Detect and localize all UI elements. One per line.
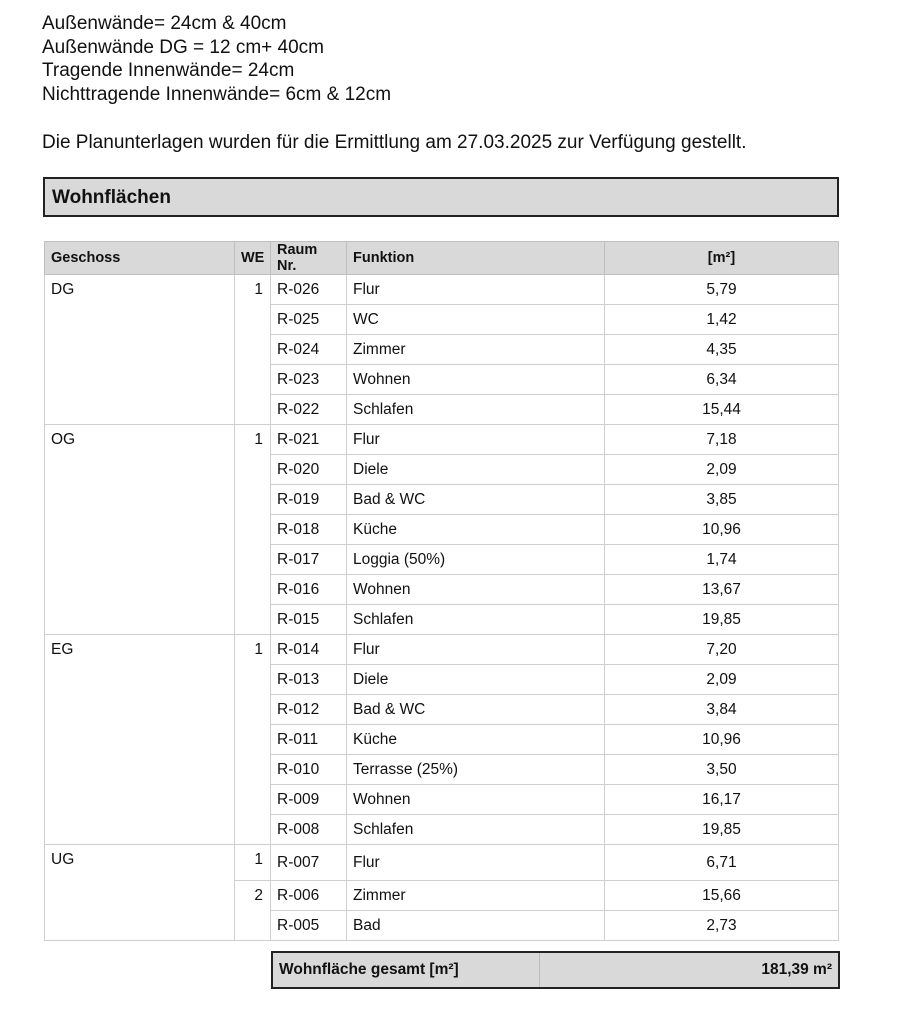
area-cell: 6,34 bbox=[605, 365, 839, 395]
area-cell: 4,35 bbox=[605, 335, 839, 365]
plan-note: Die Planunterlagen wurden für die Ermittlung am 27.03.2025 zur Verfügung gestellt. bbox=[42, 132, 747, 153]
we-cell: 1 bbox=[235, 425, 271, 635]
room-cell: R-019 bbox=[271, 485, 347, 515]
area-cell: 1,42 bbox=[605, 305, 839, 335]
room-cell: R-016 bbox=[271, 575, 347, 605]
function-cell: Diele bbox=[347, 455, 605, 485]
area-cell: 15,44 bbox=[605, 395, 839, 425]
function-cell: Schlafen bbox=[347, 395, 605, 425]
floor-cell: EG bbox=[45, 635, 235, 845]
function-cell: Flur bbox=[347, 635, 605, 665]
function-cell: Schlafen bbox=[347, 605, 605, 635]
header-area: [m²] bbox=[605, 242, 839, 275]
function-cell: Küche bbox=[347, 725, 605, 755]
room-cell: R-023 bbox=[271, 365, 347, 395]
total-value: 181,39 m² bbox=[761, 961, 832, 978]
function-cell: Zimmer bbox=[347, 335, 605, 365]
table-row bbox=[45, 275, 839, 305]
area-cell: 7,20 bbox=[605, 635, 839, 665]
room-cell: R-025 bbox=[271, 305, 347, 335]
floor-cell: DG bbox=[45, 275, 235, 425]
function-cell: WC bbox=[347, 305, 605, 335]
room-cell: R-006 bbox=[271, 881, 347, 911]
room-cell: R-015 bbox=[271, 605, 347, 635]
room-cell: R-012 bbox=[271, 695, 347, 725]
function-cell: Flur bbox=[347, 275, 605, 305]
area-cell: 2,73 bbox=[605, 911, 839, 941]
room-cell: R-018 bbox=[271, 515, 347, 545]
wall-spec-line: Außenwände= 24cm & 40cm bbox=[42, 13, 287, 34]
function-cell: Küche bbox=[347, 515, 605, 545]
room-cell: R-013 bbox=[271, 665, 347, 695]
function-cell: Flur bbox=[347, 425, 605, 455]
section-header bbox=[43, 177, 839, 217]
we-cell: 1 bbox=[235, 275, 271, 425]
function-cell: Schlafen bbox=[347, 815, 605, 845]
room-cell: R-008 bbox=[271, 815, 347, 845]
area-cell: 1,74 bbox=[605, 545, 839, 575]
room-cell: R-009 bbox=[271, 785, 347, 815]
area-cell: 15,66 bbox=[605, 881, 839, 911]
wall-spec-line: Außenwände DG = 12 cm+ 40cm bbox=[42, 36, 324, 58]
function-cell: Bad bbox=[347, 911, 605, 941]
area-cell: 6,71 bbox=[605, 845, 839, 881]
area-cell: 19,85 bbox=[605, 605, 839, 635]
room-cell: R-010 bbox=[271, 755, 347, 785]
area-cell: 2,09 bbox=[605, 665, 839, 695]
function-cell: Bad & WC bbox=[347, 485, 605, 515]
wall-spec-line: Tragende Innenwände= 24cm bbox=[42, 60, 295, 81]
total-label: Wohnfläche gesamt [m²] bbox=[273, 953, 540, 987]
living-area-table bbox=[44, 241, 839, 941]
floor-cell: OG bbox=[45, 425, 235, 635]
wall-specs bbox=[42, 12, 391, 106]
area-cell: 3,50 bbox=[605, 755, 839, 785]
header-floor: Geschoss bbox=[45, 242, 235, 275]
room-cell: R-007 bbox=[271, 845, 347, 881]
header-we: WE bbox=[235, 242, 271, 275]
area-cell: 3,85 bbox=[605, 485, 839, 515]
table-header-row bbox=[45, 242, 839, 275]
table-row bbox=[45, 635, 839, 665]
function-cell: Zimmer bbox=[347, 881, 605, 911]
function-cell: Flur bbox=[347, 845, 605, 881]
wall-spec-line: Nichttragende Innenwände= 6cm & 12cm bbox=[42, 83, 392, 105]
table-row bbox=[45, 425, 839, 455]
function-cell: Wohnen bbox=[347, 365, 605, 395]
area-cell: 16,17 bbox=[605, 785, 839, 815]
area-cell: 10,96 bbox=[605, 515, 839, 545]
header-function: Funktion bbox=[347, 242, 605, 275]
area-cell: 5,79 bbox=[605, 275, 839, 305]
area-cell: 3,84 bbox=[605, 695, 839, 725]
room-cell: R-026 bbox=[271, 275, 347, 305]
area-cell: 2,09 bbox=[605, 455, 839, 485]
table-row bbox=[45, 845, 839, 881]
room-cell: R-014 bbox=[271, 635, 347, 665]
function-cell: Loggia (50%) bbox=[347, 545, 605, 575]
total-row bbox=[271, 951, 840, 989]
we-cell: 1 bbox=[235, 845, 271, 881]
room-cell: R-022 bbox=[271, 395, 347, 425]
room-cell: R-011 bbox=[271, 725, 347, 755]
function-cell: Bad & WC bbox=[347, 695, 605, 725]
floor-cell: UG bbox=[45, 845, 235, 941]
function-cell: Wohnen bbox=[347, 785, 605, 815]
room-cell: R-021 bbox=[271, 425, 347, 455]
area-cell: 7,18 bbox=[605, 425, 839, 455]
header-room: Raum Nr. bbox=[271, 242, 347, 275]
function-cell: Wohnen bbox=[347, 575, 605, 605]
we-cell: 1 bbox=[235, 635, 271, 845]
room-cell: R-024 bbox=[271, 335, 347, 365]
area-cell: 19,85 bbox=[605, 815, 839, 845]
function-cell: Diele bbox=[347, 665, 605, 695]
area-cell: 13,67 bbox=[605, 575, 839, 605]
room-cell: R-017 bbox=[271, 545, 347, 575]
room-cell: R-020 bbox=[271, 455, 347, 485]
area-cell: 10,96 bbox=[605, 725, 839, 755]
section-title: Wohnflächen bbox=[52, 187, 171, 208]
room-cell: R-005 bbox=[271, 911, 347, 941]
we-cell: 2 bbox=[235, 881, 271, 941]
function-cell: Terrasse (25%) bbox=[347, 755, 605, 785]
